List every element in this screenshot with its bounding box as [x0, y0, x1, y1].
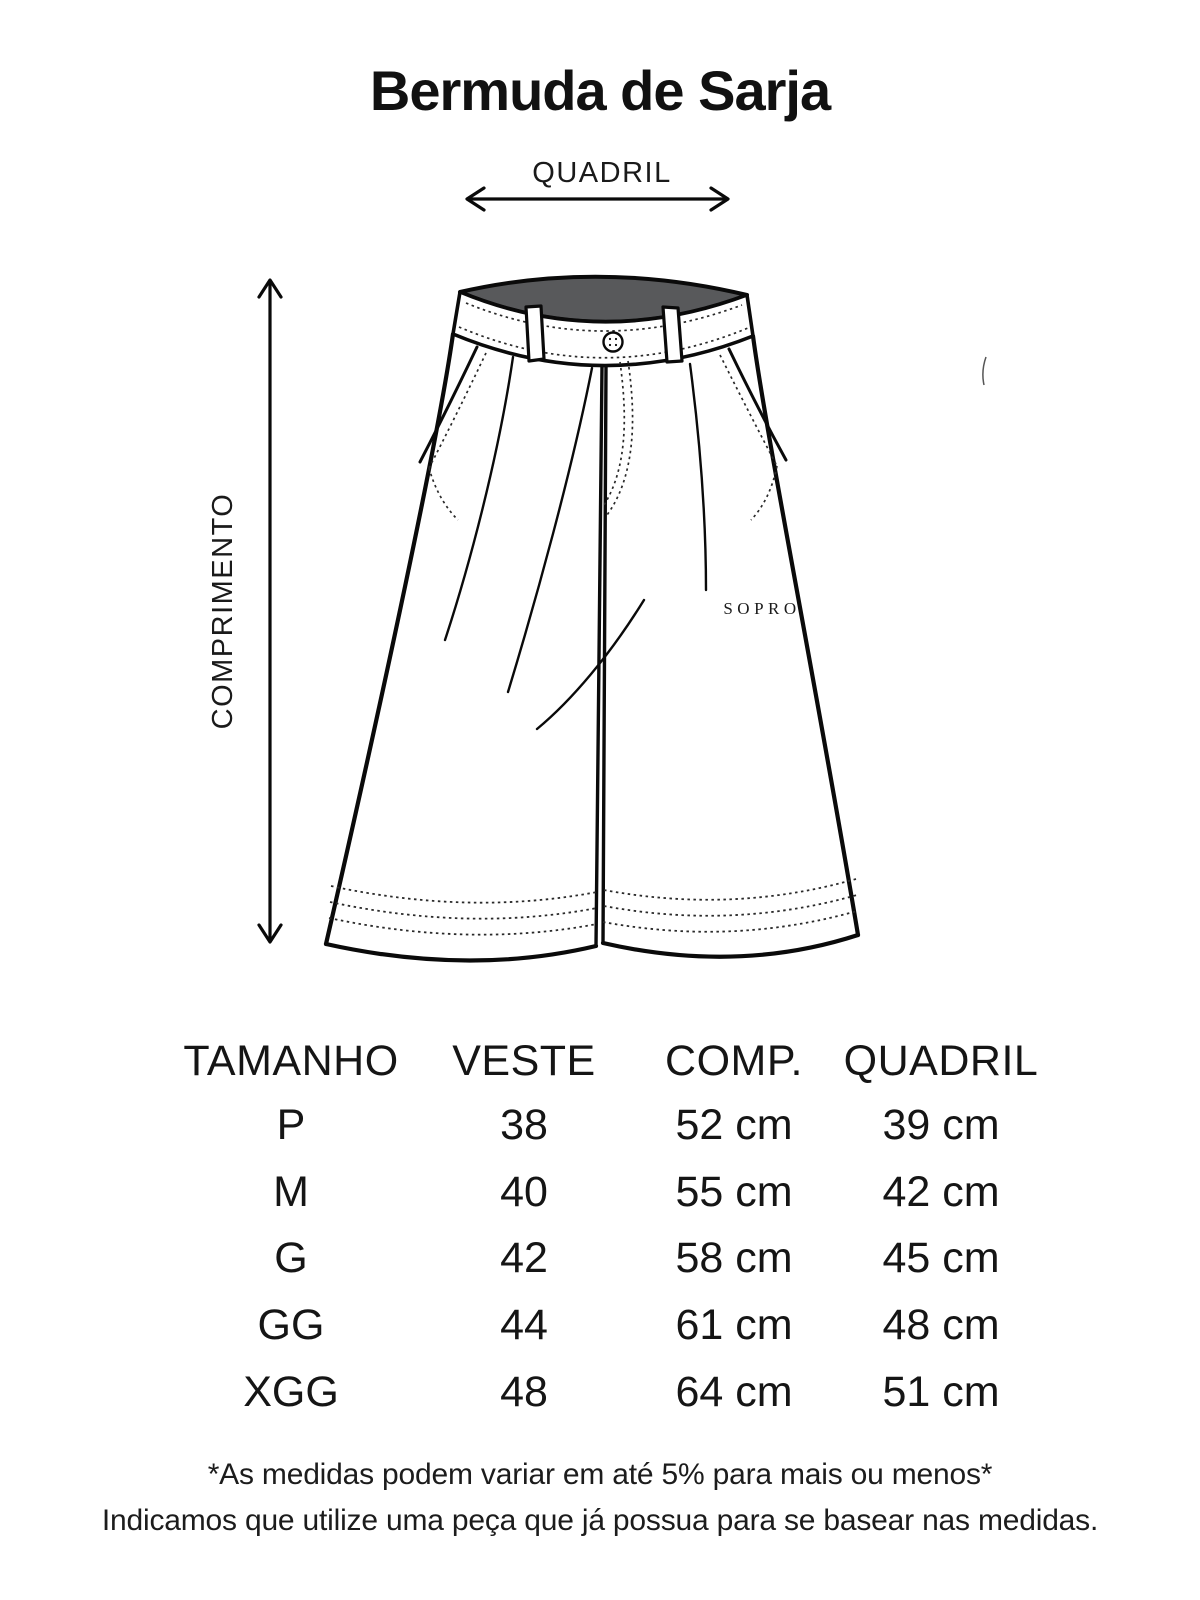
footnote-variation: *As medidas podem variar em até 5% para mais ou menos* — [207, 1458, 993, 1491]
stray-mark — [983, 357, 986, 385]
belt-loop-right — [663, 307, 682, 362]
page-title: Bermuda de Sarja — [369, 59, 831, 122]
fly-stitching — [604, 361, 633, 515]
length-measure-label: COMPRIMENTO — [207, 492, 239, 730]
comp-value: 58 cm — [675, 1234, 793, 1283]
hem-stitching — [329, 879, 857, 935]
hip-arrow — [467, 188, 728, 210]
pocket-right — [720, 349, 786, 520]
footnotes — [0, 1452, 1200, 1544]
header-tamanho: TAMANHO — [183, 1036, 399, 1085]
size-label: M — [273, 1167, 309, 1216]
pleat-creases — [445, 357, 706, 729]
comp-value: 61 cm — [675, 1300, 793, 1349]
size-label: G — [274, 1234, 308, 1283]
veste-value: 40 — [500, 1167, 548, 1216]
pocket-left — [420, 347, 486, 520]
quadril-value: 42 cm — [882, 1167, 1000, 1216]
center-front-seam — [596, 367, 602, 946]
comp-value: 64 cm — [675, 1367, 793, 1416]
belt-loop-left — [526, 306, 544, 361]
size-table — [160, 1038, 1040, 1425]
comp-value: 52 cm — [675, 1100, 793, 1149]
left-outer-seam — [326, 334, 453, 944]
length-arrow — [259, 280, 281, 942]
size-label: GG — [257, 1300, 325, 1349]
header-comp: COMP. — [665, 1036, 803, 1085]
hip-measure-label: QUADRIL — [532, 157, 672, 189]
quadril-value: 48 cm — [882, 1300, 1000, 1349]
right-hem — [603, 935, 858, 957]
size-label: P — [276, 1100, 306, 1149]
shorts-outline — [326, 277, 986, 961]
comp-value: 55 cm — [675, 1167, 793, 1216]
header-quadril: QUADRIL — [843, 1036, 1039, 1085]
left-hem — [326, 944, 596, 961]
veste-value: 38 — [500, 1100, 548, 1149]
header-veste: VESTE — [452, 1036, 596, 1085]
brand-logo-text: SOPRO — [723, 599, 801, 618]
quadril-value: 51 cm — [882, 1367, 1000, 1416]
veste-value: 42 — [500, 1234, 548, 1283]
footnote-advice: Indicamos que utilize uma peça que já possua para se basear nas medidas. — [101, 1504, 1099, 1537]
size-label: XGG — [243, 1367, 339, 1416]
size-table-body — [160, 1092, 1040, 1425]
button — [604, 333, 623, 352]
veste-value: 48 — [500, 1367, 548, 1416]
size-table-header — [160, 1038, 1040, 1084]
quadril-value: 45 cm — [882, 1234, 1000, 1283]
quadril-value: 39 cm — [882, 1100, 1000, 1149]
veste-value: 44 — [500, 1300, 548, 1349]
